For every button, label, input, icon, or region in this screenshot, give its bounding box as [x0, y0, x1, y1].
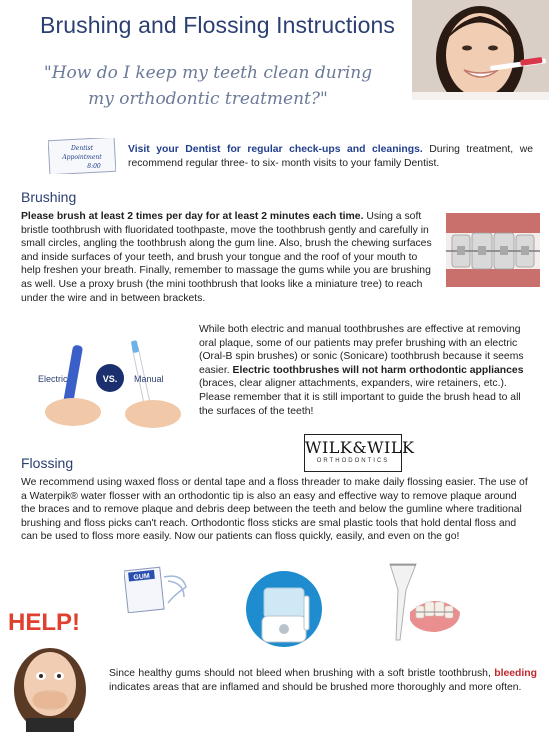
help-text2: indicates areas that are inflamed and should be brushed more thoroughly and more often.	[109, 681, 522, 693]
electric-text2: (braces, clear aligner attachments, expanders, wire retainers, etc.). Please remember that it is still important to guide the brush head to all the surfaces of the teeth!	[199, 378, 521, 417]
label-vs: VS.	[102, 374, 118, 384]
card-time: 8:00	[87, 163, 101, 170]
label-manual: Manual	[134, 374, 164, 384]
flossing-heading: Flossing	[21, 455, 74, 471]
logo-name: WILK&WILK	[305, 438, 415, 457]
page-title: Brushing and Flossing Instructions	[40, 12, 395, 38]
electric-vs-manual-image	[38, 330, 188, 430]
floss-threader-package-image	[124, 563, 194, 613]
electric-text1: While both electric and manual toothbrushes are effective at removing oral plaque, some of our patients may prefer brushing with an electric (Oral-B spin brushes) or sonic (Sonicare) toothbrush because it seems easier.	[199, 324, 524, 376]
floss-stick-teeth-image	[376, 560, 466, 644]
label-electric: Electric	[38, 374, 68, 384]
girl-brushing-photo	[412, 0, 549, 100]
wilk-wilk-logo	[304, 434, 415, 472]
waterpik-image	[246, 566, 322, 652]
brushing-lead: Please brush at least 2 times per day for at least 2 minutes each time.	[21, 211, 364, 222]
bleeding-word: bleeding	[494, 668, 537, 679]
help-woman-image	[0, 600, 104, 732]
flossing-paragraph: We recommend using waxed floss or dental tape and a floss threader to make daily flossing easier. The use of a Waterpik® water flosser with an orthodontic tip is also an easy and effective way to remove plaque around the braces and to remove plaque and debris deep between the teeth and below the gumline where traditional brushing and floss picks can't reach. Orthodontic floss sticks are smal plastic tools that hold dental floss and can be used to floss more easily. Now our patients can floss quickly, easily, and even on the go!	[21, 477, 528, 543]
logo-sub: ORTHODONTICS	[316, 458, 390, 464]
brushing-heading: Brushing	[21, 189, 77, 205]
help-text1: Since healthy gums should not bleed when brushing with a soft bristle toothbrush,	[109, 668, 495, 679]
brushing-text: Using a soft bristle toothbrush with fluoridated toothpaste, move the toothbrush gently and carefully in small circles, angling the toothbrush along the gum line. Also, brush the chewing surfaces and inside surfaces of your teeth, and brush your tongue and the roof of your mouth to help freshen your breath. Finally, remember to massage the gums while you are brushing as well. Use a proxy brush (the mini toothbrush that looks like a miniature tree) to reach under the wire and in between brackets.	[21, 211, 432, 304]
electric-strong: Electric toothbrushes will not harm orthodontic appliances	[232, 364, 524, 376]
gum-label: GUM	[133, 572, 151, 582]
bleeding-gums-paragraph	[109, 667, 537, 694]
braces-photo	[446, 213, 540, 287]
help-sign: HELP!	[8, 609, 80, 636]
visit-strong: Visit your Dentist for regular check-ups and cleanings.	[128, 144, 423, 155]
card-line2: Appointment	[62, 154, 102, 161]
visit-text: During treatment, we recommend regular three- to six- month visits to your family Dentist.	[128, 144, 533, 169]
visit-dentist-paragraph	[128, 143, 533, 170]
brushing-paragraph	[21, 210, 439, 305]
appointment-card-image	[48, 138, 116, 174]
card-line1: Dentist	[70, 145, 94, 152]
electric-manual-paragraph	[199, 323, 533, 418]
quote-text: "How do I keep my teeth clean during my orthodontic treatment?"	[43, 63, 373, 109]
